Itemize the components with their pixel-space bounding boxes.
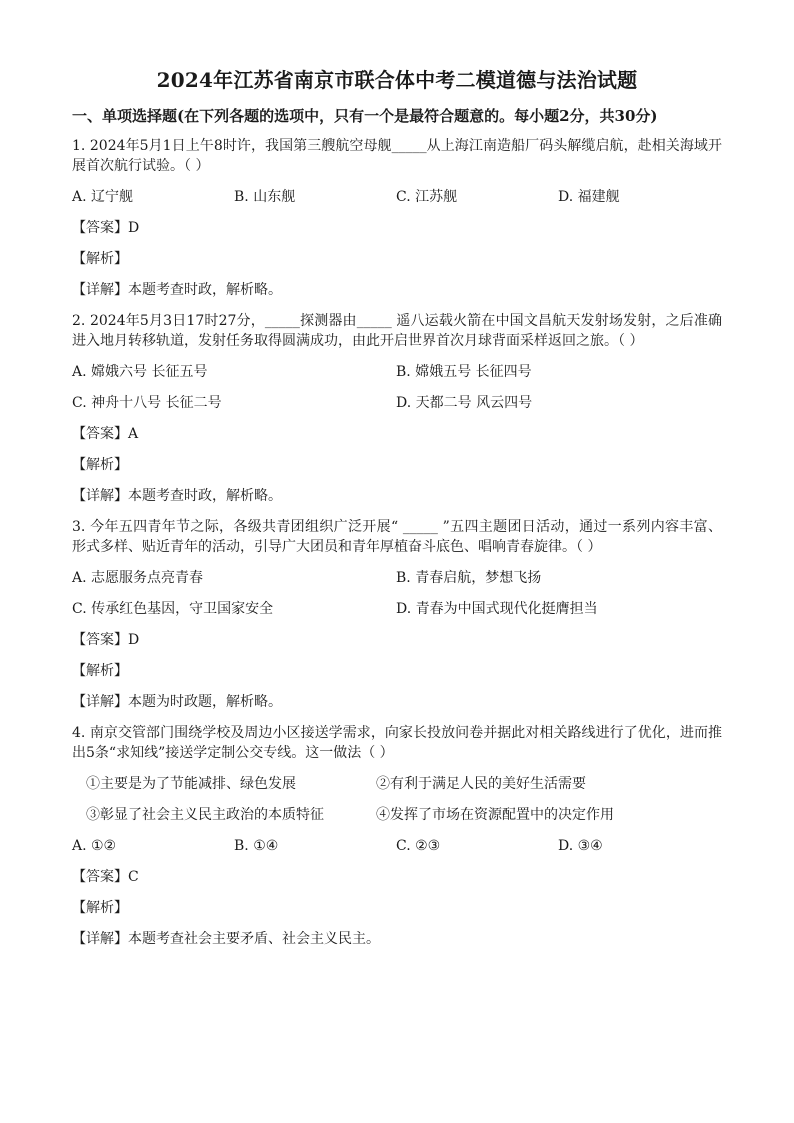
section-heading: 一、单项选择题(在下列各题的选项中，只有一个是最符合题意的。每小题2分，共30分) <box>72 107 658 125</box>
detail: 【详解】本题考查时政，解析略。 <box>72 488 282 504</box>
question-1 <box>72 136 722 300</box>
statement-2: ②有利于满足人民的美好生活需要 <box>376 776 586 792</box>
statement-4: ④发挥了市场在资源配置中的决定作用 <box>376 807 614 823</box>
analysis-label: 【解析】 <box>72 663 128 679</box>
options-row <box>72 393 722 413</box>
option-d: D. 福建舰 <box>558 189 620 205</box>
option-b: B. 嫦娥五号 长征四号 <box>396 364 532 380</box>
analysis-label: 【解析】 <box>72 457 128 473</box>
option-c: C. 传承红色基因，守卫国家安全 <box>72 601 274 617</box>
option-a: A. ①② <box>72 838 117 854</box>
document-title: 2024年江苏省南京市联合体中考二模道德与法治试题 <box>156 68 638 92</box>
answer: 【答案】C <box>72 869 139 885</box>
detail: 【详解】本题考查社会主要矛盾、社会主义民主。 <box>72 931 380 947</box>
option-c: C. 江苏舰 <box>396 189 458 205</box>
question-stem: 2. 2024年5月3日17时27分，_____探测器由_____ 遥八运载火箭在中国文昌航天发射场发射，之后准确进入地月转移轨道，发射任务取得圆满成功，由此开启世界首次月球背面采样返回之旅。（ ） <box>72 313 722 349</box>
option-c: C. ②③ <box>396 838 441 854</box>
option-a: A. 辽宁舰 <box>72 189 134 205</box>
options-row <box>72 836 722 856</box>
detail: 【详解】本题考查时政，解析略。 <box>72 282 282 298</box>
question-stem: 4. 南京交管部门围绕学校及周边小区接送学需求，向家长投放问卷并据此对相关路线进行了优化，进而推出5条“求知线”接送学定制公交专线。这一做法（ ） <box>72 725 722 761</box>
statement-3: ③彰显了社会主义民主政治的本质特征 <box>86 807 324 823</box>
statements-row <box>86 805 722 825</box>
answer: 【答案】D <box>72 632 140 648</box>
question-stem: 1. 2024年5月1日上午8时许，我国第三艘航空母舰_____从上海江南造船厂码头解缆启航，赴相关海域开展首次航行试验。（ ） <box>72 138 722 174</box>
option-d: D. 天都二号 风云四号 <box>396 395 533 411</box>
detail: 【详解】本题为时政题，解析略。 <box>72 694 282 710</box>
question-4 <box>72 723 722 949</box>
option-c: C. 神舟十八号 长征二号 <box>72 395 222 411</box>
options-row <box>72 599 722 619</box>
statement-1: ①主要是为了节能减排、绿色发展 <box>86 776 296 792</box>
options-row <box>72 362 722 382</box>
option-a: A. 嫦娥六号 长征五号 <box>72 364 208 380</box>
options-row <box>72 187 722 207</box>
answer: 【答案】D <box>72 220 140 236</box>
analysis-label: 【解析】 <box>72 251 128 267</box>
options-row <box>72 568 722 588</box>
option-d: D. 青春为中国式现代化挺膺担当 <box>396 601 598 617</box>
option-d: D. ③④ <box>558 838 603 854</box>
question-stem: 3. 今年五四青年节之际，各级共青团组织广泛开展“ _____ ”五四主题团日活动，通过一系列内容丰富、形式多样、贴近青年的活动，引导广大团员和青年厚植奋斗底色、唱响青春旋律。（ ） <box>72 519 722 555</box>
option-b: B. 山东舰 <box>234 189 296 205</box>
question-2 <box>72 311 722 506</box>
answer: 【答案】A <box>72 426 139 442</box>
option-a: A. 志愿服务点亮青春 <box>72 570 204 586</box>
statements-row <box>86 774 722 794</box>
option-b: B. ①④ <box>234 838 279 854</box>
question-3 <box>72 517 722 712</box>
option-b: B. 青春启航，梦想飞扬 <box>396 570 542 586</box>
analysis-label: 【解析】 <box>72 900 128 916</box>
